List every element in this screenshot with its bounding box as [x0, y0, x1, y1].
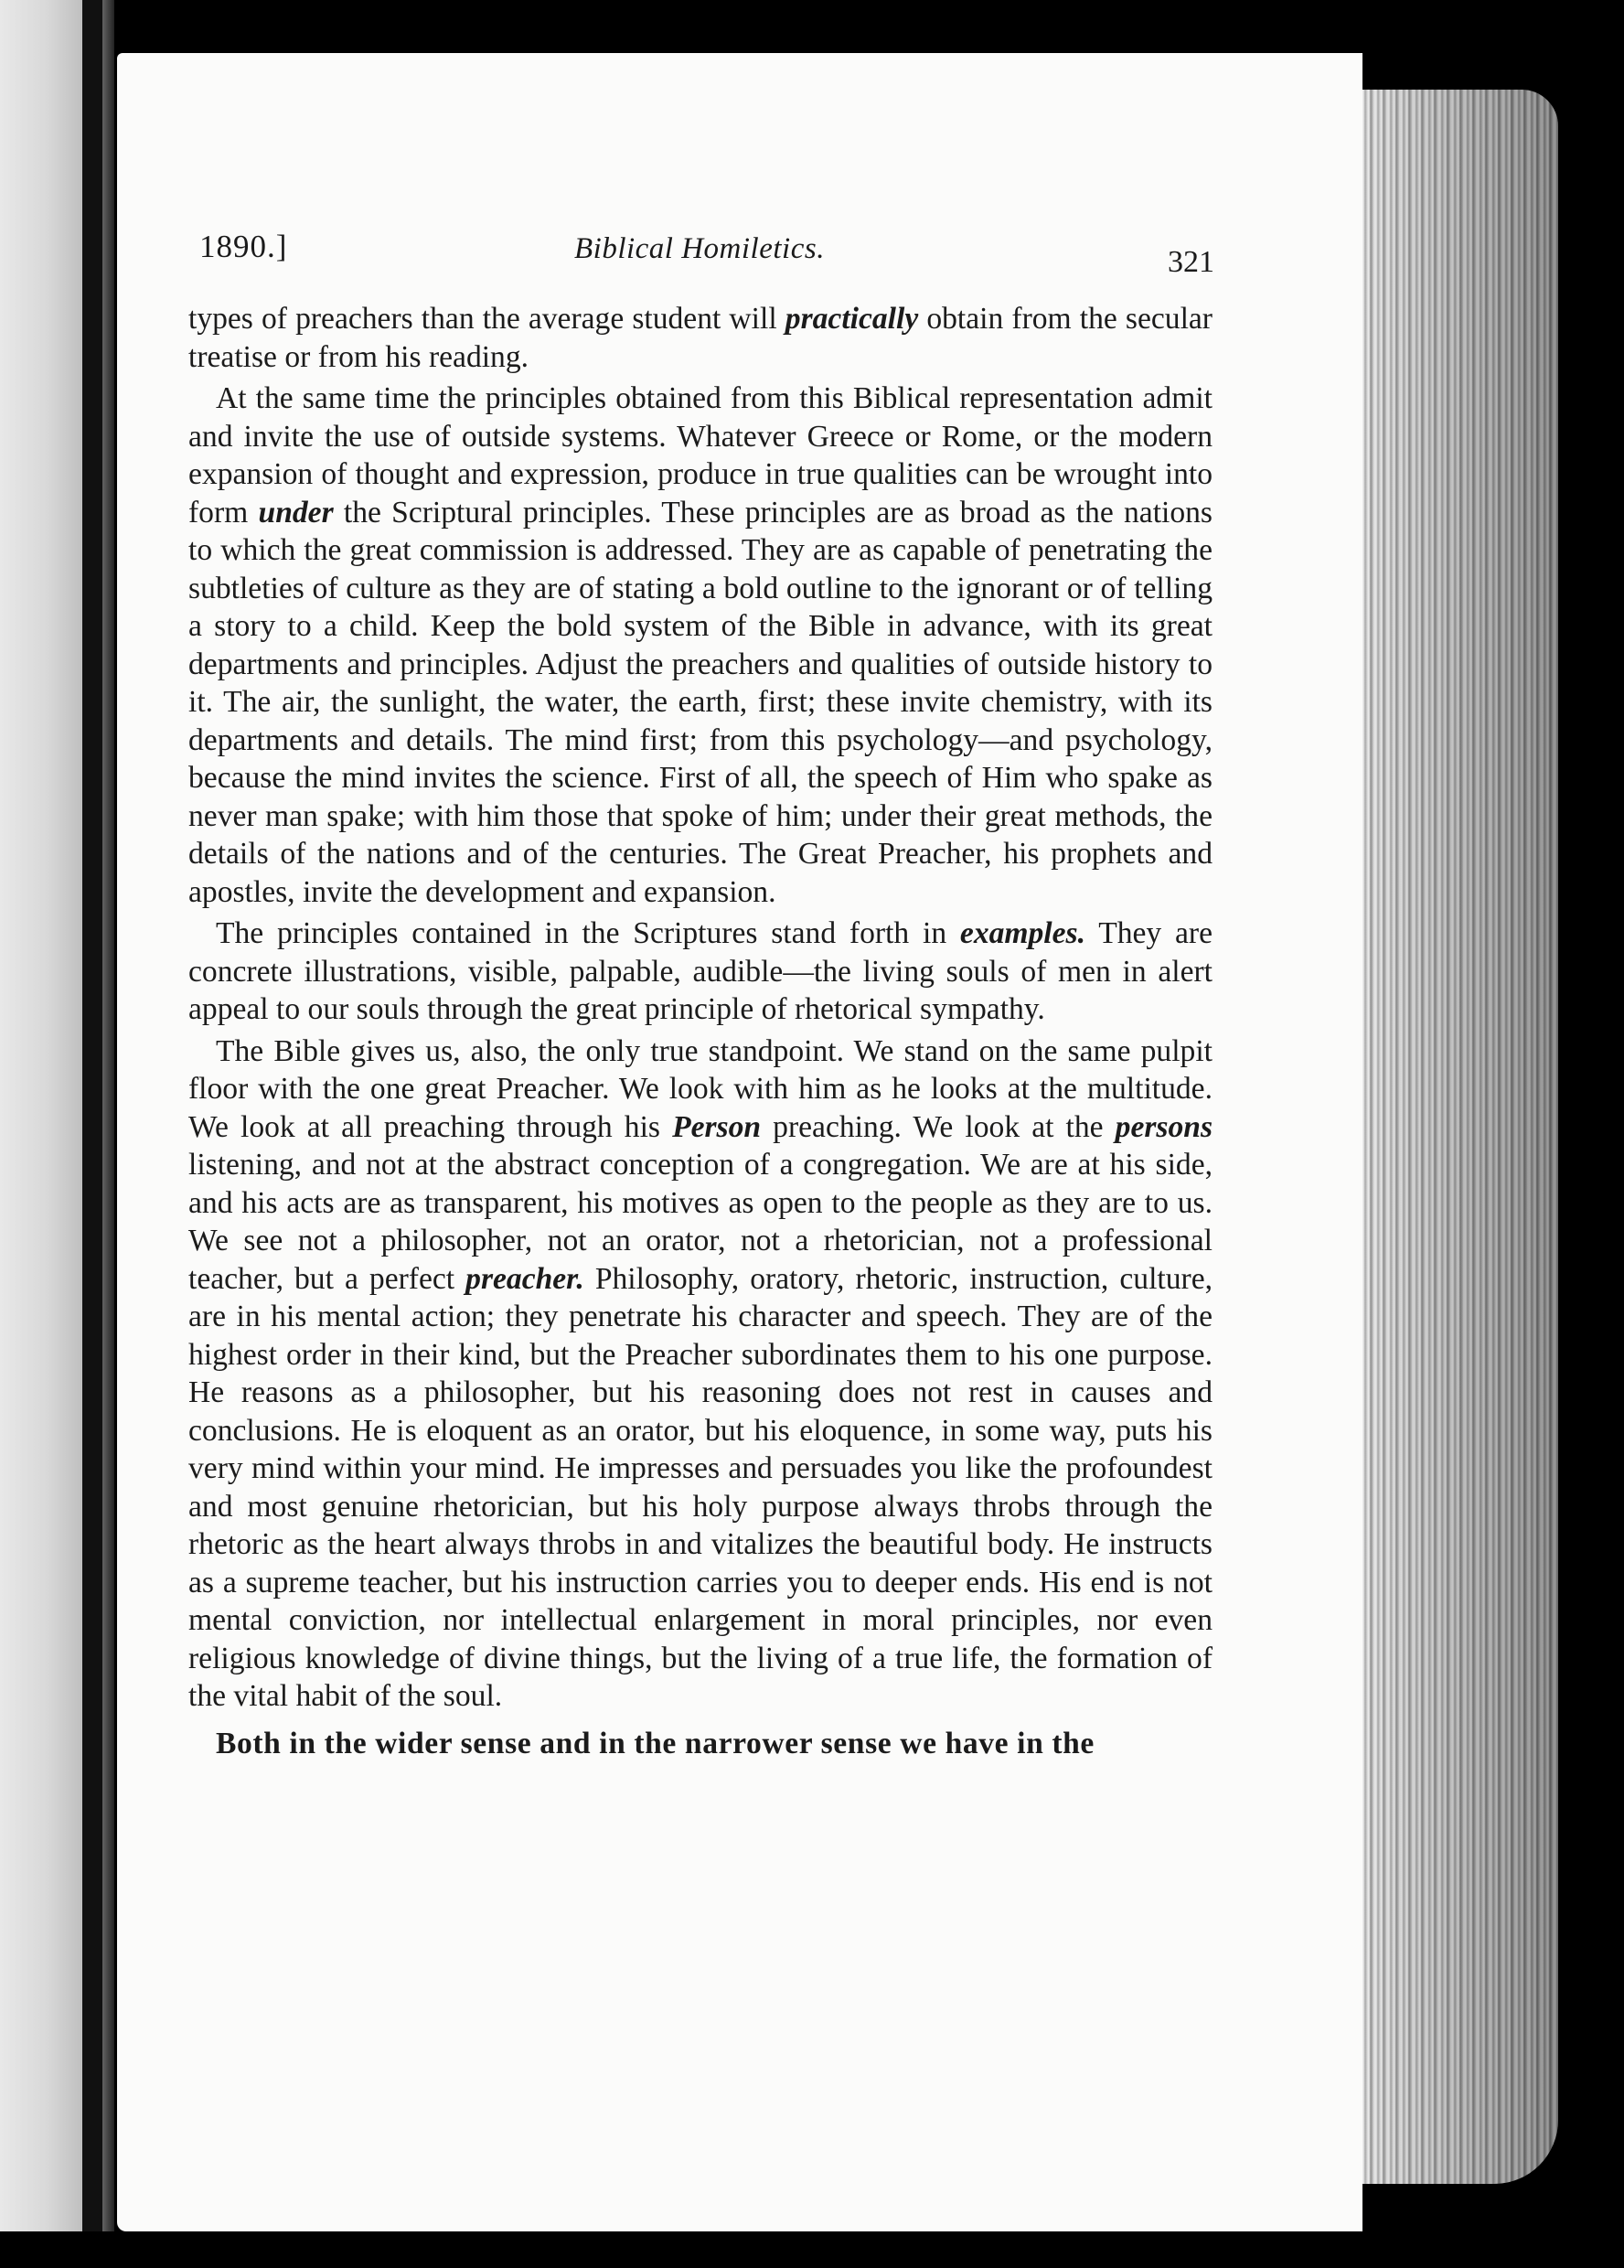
text-run: preaching. We look at the [761, 1109, 1116, 1144]
text-run: obtain from the secular treatise or from his reading. [188, 302, 1213, 374]
text-run: The principles contained in the Scriptures stand forth in [216, 916, 960, 950]
italic-text: examples. [959, 916, 1086, 950]
body-text [188, 300, 1213, 1766]
paragraph [188, 380, 1213, 911]
text-run: The Bible gives us, also, the only true standpoint. We stand on the same pulpit floor with the one great Preacher. We look with him as he looks at the multitude. We look at all preaching through his [188, 1033, 1213, 1144]
text-run: Philosophy, oratory, rhetoric, instruction, culture, are in his mental action; they penetrate his character and speech. They are of the highest order in their kind, but the Preacher subordinates them to his one purpose. He reasons as a philosopher, but his reasoning does not rest in causes and conclusions. He is eloquent as an orator, but his eloquence, in some way, puts his very mind within your mind. He impresses and persuades you like the profoundest and most genuine rhetorician, but his holy purpose always throbs through the rhetoric as the heart always throbs in and vitalizes the beautiful body. He instructs as a supreme teacher, but his instruction carries you to deeper ends. His end is not mental conviction, nor intellectual enlargement in moral principles, nor even religious knowledge of divine things, but the living of a true life, the formation of the vital habit of the soul. [188, 1261, 1213, 1713]
text-run: listening, and not at the abstract conception of a congregation. We are at his side, and his acts are as transparent, his motives as open to the people as they are to us. We see not a philosopher, not an orator, not a rhetorician, not a professional teacher, but a perfect [188, 1148, 1213, 1296]
scan-border [0, 2231, 1624, 2268]
italic-text: persons [1115, 1109, 1213, 1144]
italic-text: under [258, 495, 334, 530]
italic-text: practically [785, 302, 919, 336]
text-run: At the same time the principles obtained from this Biblical representation admit and invite the use of outside systems. Whatever Greece or Rome, or the modern expansion of thought and expression, produce in true qualities can be wrought into form [188, 381, 1213, 530]
italic-text: preacher. [465, 1261, 584, 1296]
text-run: Both in the wider sense and in the narrower sense we have in the [216, 1726, 1095, 1760]
running-head [199, 229, 1214, 279]
paragraph [188, 300, 1213, 376]
italic-text: Person [672, 1109, 762, 1144]
text-run: types of preachers than the average student will [188, 302, 785, 336]
text-run: the Scriptural principles. These principles are as broad as the nations to which the great commission is addressed. They are as capable of penetrating the subtleties of culture as they are of stating a bold outline to the ignorant or of telling a story to a child. Keep the bold system of the Bible in advance, with its great departments and principles. Adjust the preachers and qualities of outside history to it. The air, the sunlight, the water, the earth, first; these invite chemistry, with its departments and details. The mind first; from this psychology—and psychology, because the mind invites the science. First of all, the speech of Him who spake as never man spake; with him those that spoke of him; under their great methods, the details of the nations and of the centuries. The Great Preacher, his prophets and apostles, invite the development and expansion. [188, 495, 1213, 909]
paragraph [188, 915, 1213, 1029]
paragraph [188, 1725, 1213, 1763]
paragraph [188, 1032, 1213, 1716]
book-gutter [82, 0, 102, 2231]
header-title: Biblical Homiletics. [574, 232, 825, 265]
stacked-page-edges [1361, 90, 1558, 2184]
header-year: 1890.] [199, 229, 288, 264]
text-run: They are concrete illustrations, visible, palpable, audible—the living souls of men in alert appeal to our souls through the great principle of rhetorical sympathy. [188, 916, 1213, 1026]
left-page-edge [0, 0, 114, 2231]
page-number: 321 [1168, 245, 1214, 279]
